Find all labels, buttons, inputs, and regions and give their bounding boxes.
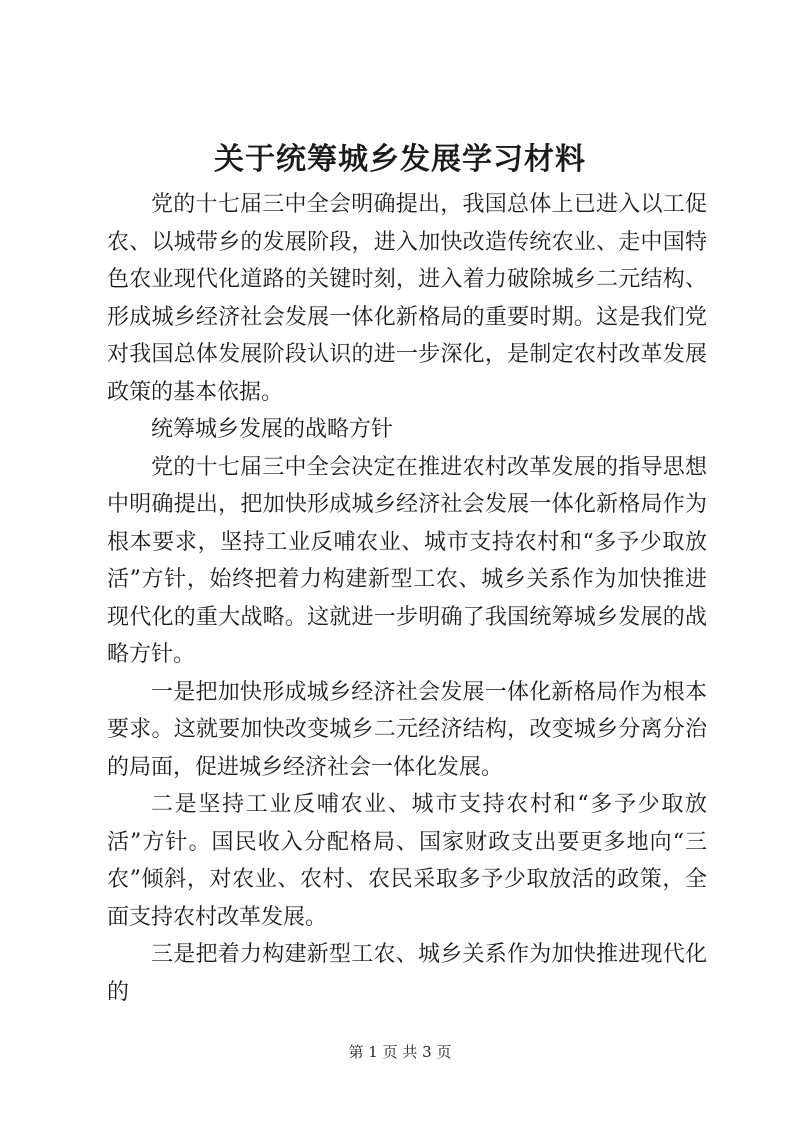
section-heading: 统筹城乡发展的战略方针 xyxy=(151,417,394,442)
paragraph-4: 二是坚持工业反哺农业、城市支持农村和“多予少取放活”方针。国民收入分配格局、国家财政支出要更多地向“三农”倾斜，对农业、农村、农民采取多予少取放活的政策，全面支持农村改革发展。 xyxy=(107,792,707,930)
paragraph-2: 党的十七届三中全会决定在推进农村改革发展的指导思想中明确提出，把加快形成城乡经济社会发展一体化新格局作为根本要求，坚持工业反哺农业、城市支持农村和“多予少取放活”方针，始终把着力构建新型工农、城乡关系作为加快推进现代化的重大战略。这就进一步明确了我国统筹城乡发展的战略方针。 xyxy=(107,454,707,667)
page-footer: 第 1 页 共 3 页 xyxy=(348,1043,452,1061)
paragraph-3: 一是把加快形成城乡经济社会发展一体化新格局作为根本要求。这就要加快改变城乡二元经济结构，改变城乡分离分治的局面，促进城乡经济社会一体化发展。 xyxy=(107,679,707,780)
paragraph-5: 三是把着力构建新型工农、城乡关系作为加快推进现代化的 xyxy=(107,942,707,1005)
document-title: 关于统筹城乡发展学习材料 xyxy=(214,142,586,177)
paragraph-1: 党的十七届三中全会明确提出，我国总体上已进入以工促农、以城带乡的发展阶段，进入加快改造传统农业、走中国特色农业现代化道路的关键时刻，进入着力破除城乡二元结构、形成城乡经济社会发展一体化新格局的重要时期。这是我们党对我国总体发展阶段认识的进一步深化，是制定农村改革发展政策的基本依据。 xyxy=(107,192,707,405)
document-body xyxy=(107,186,707,1011)
